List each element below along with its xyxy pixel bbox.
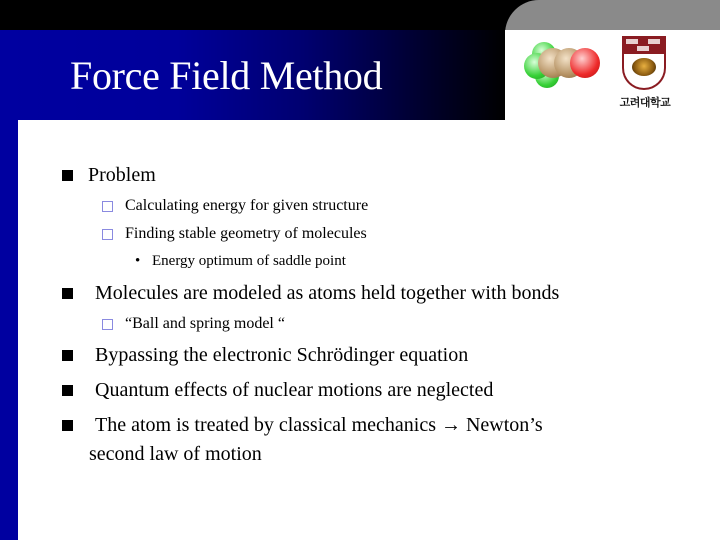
tiger-icon (632, 58, 656, 76)
square-bullet-icon (62, 385, 73, 396)
hollow-square-bullet-icon (102, 319, 113, 330)
crest-tag (626, 39, 638, 44)
bullet-text: The atom is treated by classical mechanics → Newton’s (95, 414, 543, 436)
square-bullet-icon (62, 170, 73, 181)
sub-bullet-text: Finding stable geometry of molecules (125, 225, 367, 242)
slide-title: Force Field Method (70, 53, 383, 98)
molecule-model-icon (520, 40, 605, 90)
university-crest-icon (622, 36, 666, 90)
bullet-text: Problem (88, 164, 156, 186)
university-name: 고려대학교 (619, 96, 671, 109)
sub-sub-bullet-text: Energy optimum of saddle point (152, 253, 346, 269)
crest-banner (622, 36, 666, 54)
dot-bullet-icon: • (135, 253, 141, 269)
bullet-text: Quantum effects of nuclear motions are neglected (95, 379, 494, 401)
hollow-square-bullet-icon (102, 201, 113, 212)
sub-bullet-text: “Ball and spring model “ (125, 315, 285, 332)
bullet-continuation: second law of motion (89, 443, 262, 465)
red-atom-icon (570, 48, 600, 78)
crest-tag (637, 46, 649, 51)
square-bullet-icon (62, 350, 73, 361)
bullet-text: Bypassing the electronic Schrödinger equation (95, 344, 469, 366)
sub-bullet-text: Calculating energy for given structure (125, 197, 369, 214)
bullet-text: Molecules are modeled as atoms held together with bonds (95, 282, 560, 304)
hollow-square-bullet-icon (102, 229, 113, 240)
square-bullet-icon (62, 288, 73, 299)
left-accent-bar (0, 30, 18, 540)
crest-tag (648, 39, 660, 44)
square-bullet-icon (62, 420, 73, 431)
